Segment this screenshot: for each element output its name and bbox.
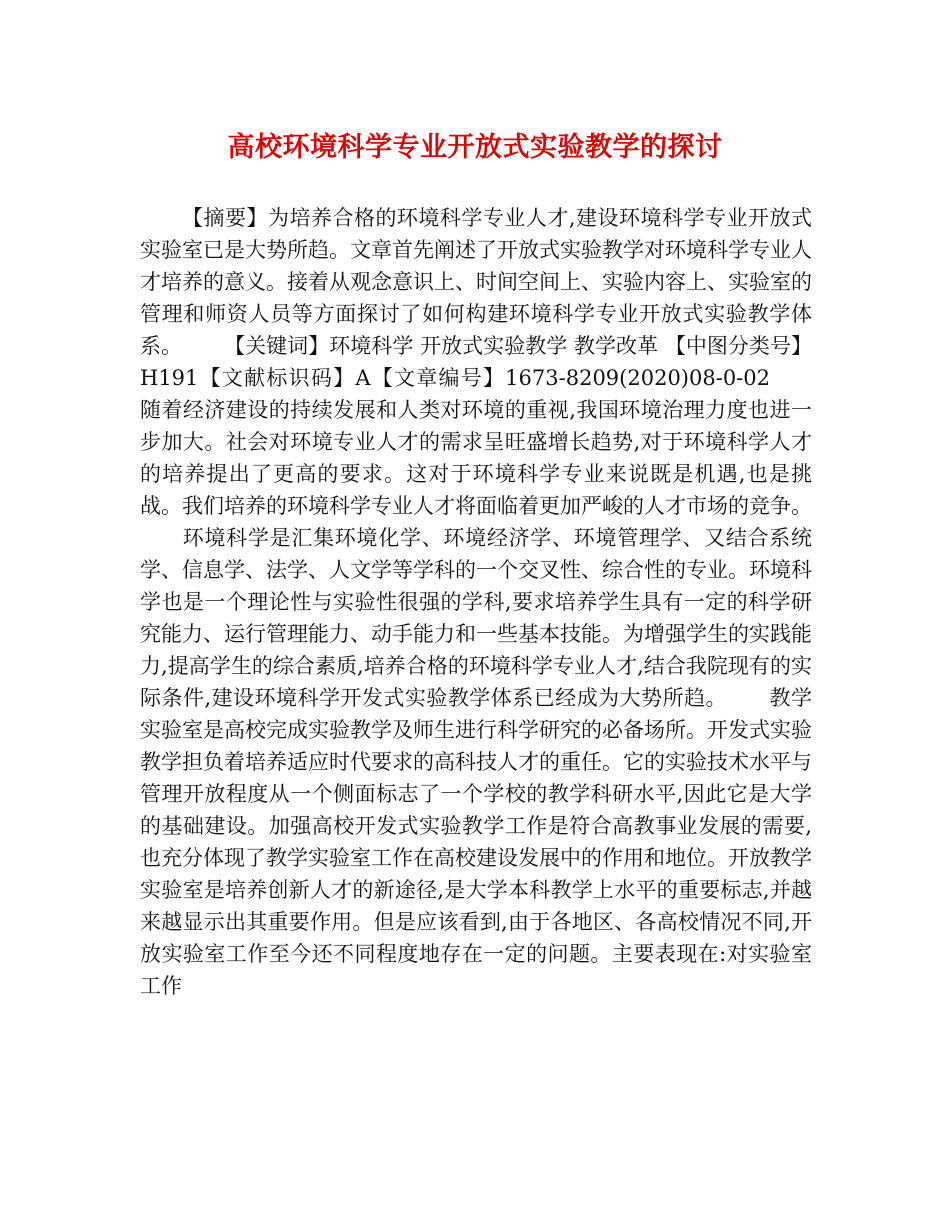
intro-text: 随着经济建设的持续发展和人类对环境的重视,我国环境治理力度也进一步加大。社会对环境专业人才的需求呈旺盛增长趋势,对于环境科学人才的培养提出了更高的要求。这对于环境科学专业来说既是机遇,也是挑战。我们培养的环境科学专业人才将面临着更加严峻的人才市场的竞争。 [140, 398, 812, 518]
environment-science-text: 环境科学是汇集环境化学、环境经济学、环境管理学、又结合系统学、信息学、法学、人文学等学科的一个交叉性、综合性的专业。环境科学也是一个理论性与实验性很强的学科,要求培养学生具有一定的科学研究能力、运行管理能力、动手能力和一些基本技能。为增强学生的实践能力,提高学生的综合素质,培养合格的环境科学专业人才,结合我院现有的实际条件,建设环境科学开发式实验教学体系已经成为大势所趋。 [140, 526, 812, 710]
abstract-text: 【摘要】为培养合格的环境科学专业人才,建设环境科学专业开放式实验室已是大势所趋。文章首先阐述了开放式实验教学对环境科学专业人才培养的意义。接着从观念意识上、时间空间上、实验内容上、实验室的管理和师资人员等方面探讨了如何构建环境科学专业开放式实验教学体系。 [140, 206, 812, 358]
document-title: 高校环境科学专业开放式实验教学的探讨 [227, 132, 723, 163]
keywords-text: 【关键词】环境科学 开放式实验教学 教学改革 【中图分类号】H191【文献标识码】A【文章编号】1673-8209(2020)08-0-02 [140, 334, 812, 390]
body-paragraph [140, 202, 812, 1002]
teaching-lab-text: 教学实验室是高校完成实验教学及师生进行科学研究的必备场所。开发式实验教学担负着培养适应时代要求的高科技人才的重任。它的实验技术水平与管理开放程度从一个侧面标志了一个学校的教学科研水平,因此它是大学的基础建设。加强高校开发式实验教学工作是符合高教事业发展的需要,也充分体现了教学实验室工作在高校建设发展中的作用和地位。开放教学实验室是培养创新人才的新途径,是大学本科教学上水平的重要标志,并越来越显示出其重要作用。但是应该看到,由于各地区、各高校情况不同,开放实验室工作至今还不同程度地存在一定的问题。主要表现在:对实验室工作 [140, 686, 812, 998]
